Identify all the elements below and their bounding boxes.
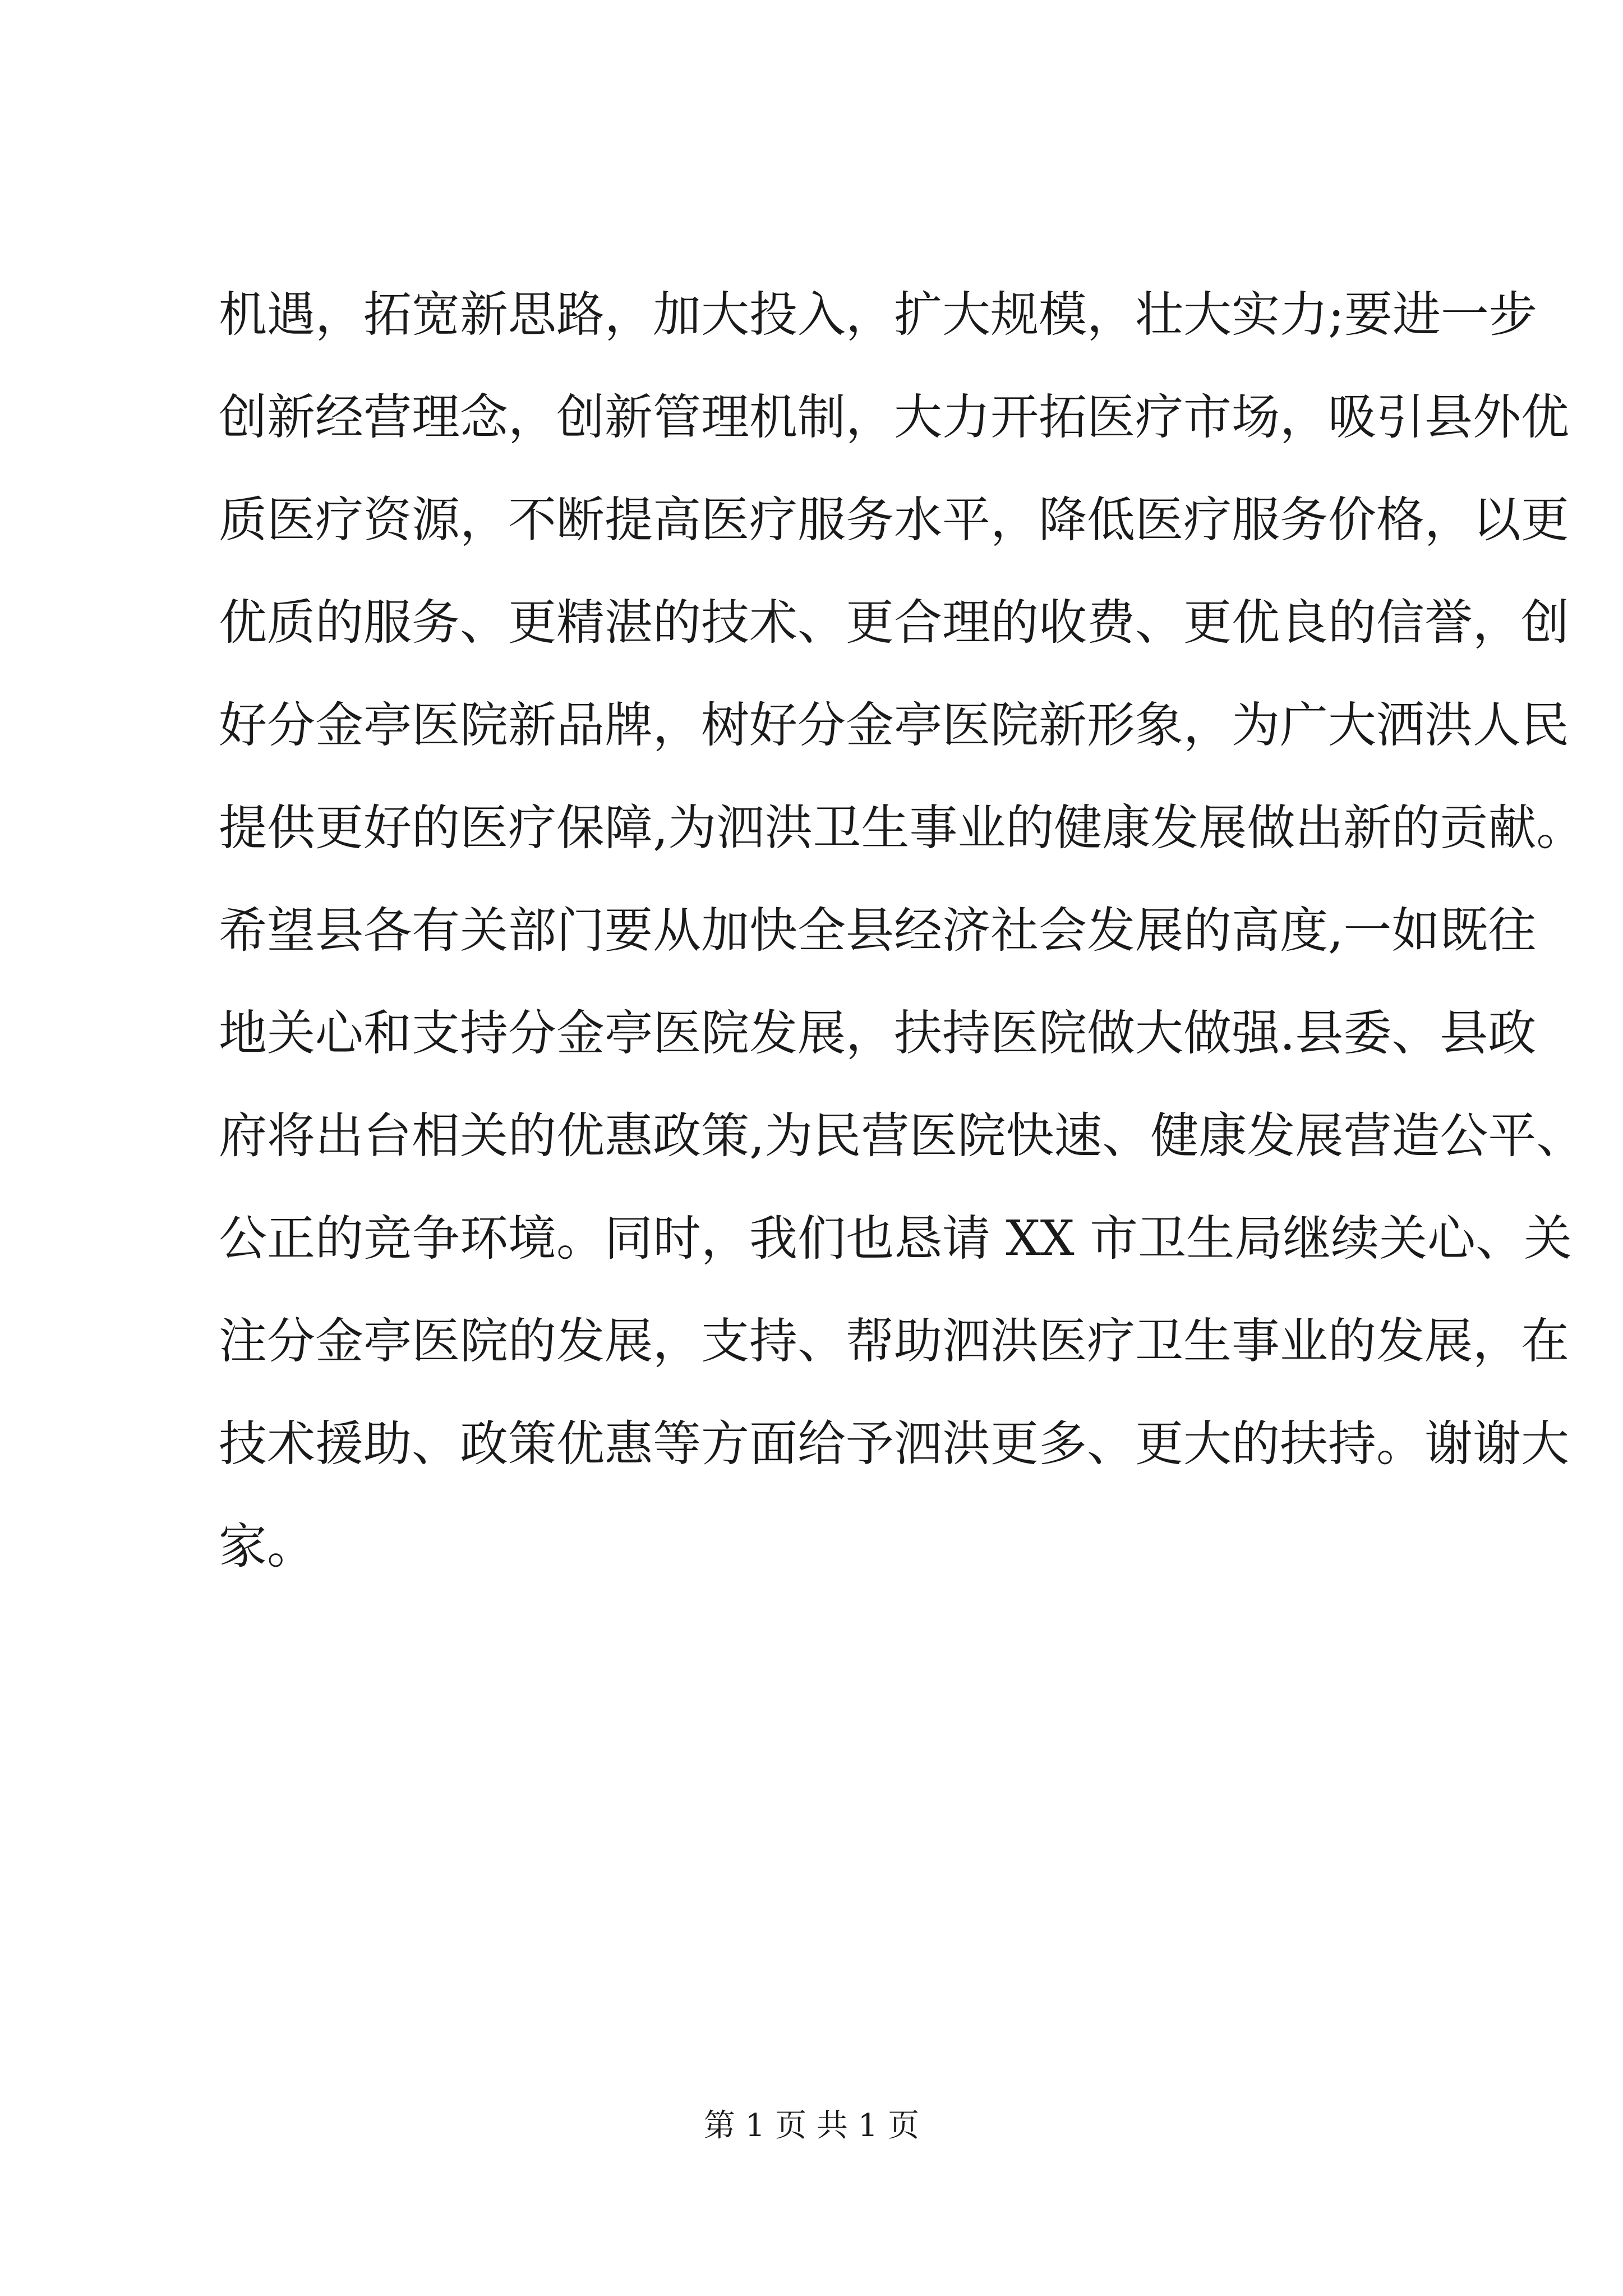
- text-line: 创新经营理念，创新管理机制，大力开拓医疗市场，吸引县外优: [219, 389, 1569, 445]
- text-line: 好分金亭医院新品牌，树好分金亭医院新形象，为广大洒洪人民: [219, 697, 1569, 753]
- text-line: 技术援助、政策优惠等方面给予泗洪更多、更大的扶持。谢谢大: [219, 1416, 1569, 1472]
- body-text: [219, 264, 1585, 1598]
- text-line: 质医疗资源，不断提高医疗服务水平，降低医疗服务价格，以更: [219, 492, 1569, 548]
- text-line: 注分金亭医院的发展，支持、帮助泗洪医疗卫生事业的发展，在: [219, 1313, 1569, 1369]
- text-line: 公正的竞争环境。同时，我们也恳请 XX 市卫生局继续关心、关: [219, 1211, 1573, 1267]
- text-line: 地关心和支持分金亭医院发展，扶持医院做大做强.县委、县政: [219, 1005, 1537, 1061]
- text-line: 优质的服务、更精湛的技术、更合理的收费、更优良的信誉，创: [219, 595, 1569, 651]
- text-line: 府将出台相关的优惠政策,为民营医院快速、健康发展营造公平、: [219, 1108, 1585, 1164]
- page-footer: [0, 2104, 1623, 2148]
- text-line: 提供更好的医疗保障,为泗洪卫生事业的健康发展做出新的贡献。: [219, 800, 1585, 856]
- text-line: 家。: [219, 1519, 315, 1575]
- text-line: 机遇，拓宽新思路，加大投入，扩大规模，壮大实力;要进一步: [219, 287, 1537, 343]
- page-number: 第 1 页 共 1 页: [703, 2108, 920, 2144]
- text-line: 希望县各有关部门要从加快全县经济社会发展的高度,一如既往: [219, 903, 1537, 959]
